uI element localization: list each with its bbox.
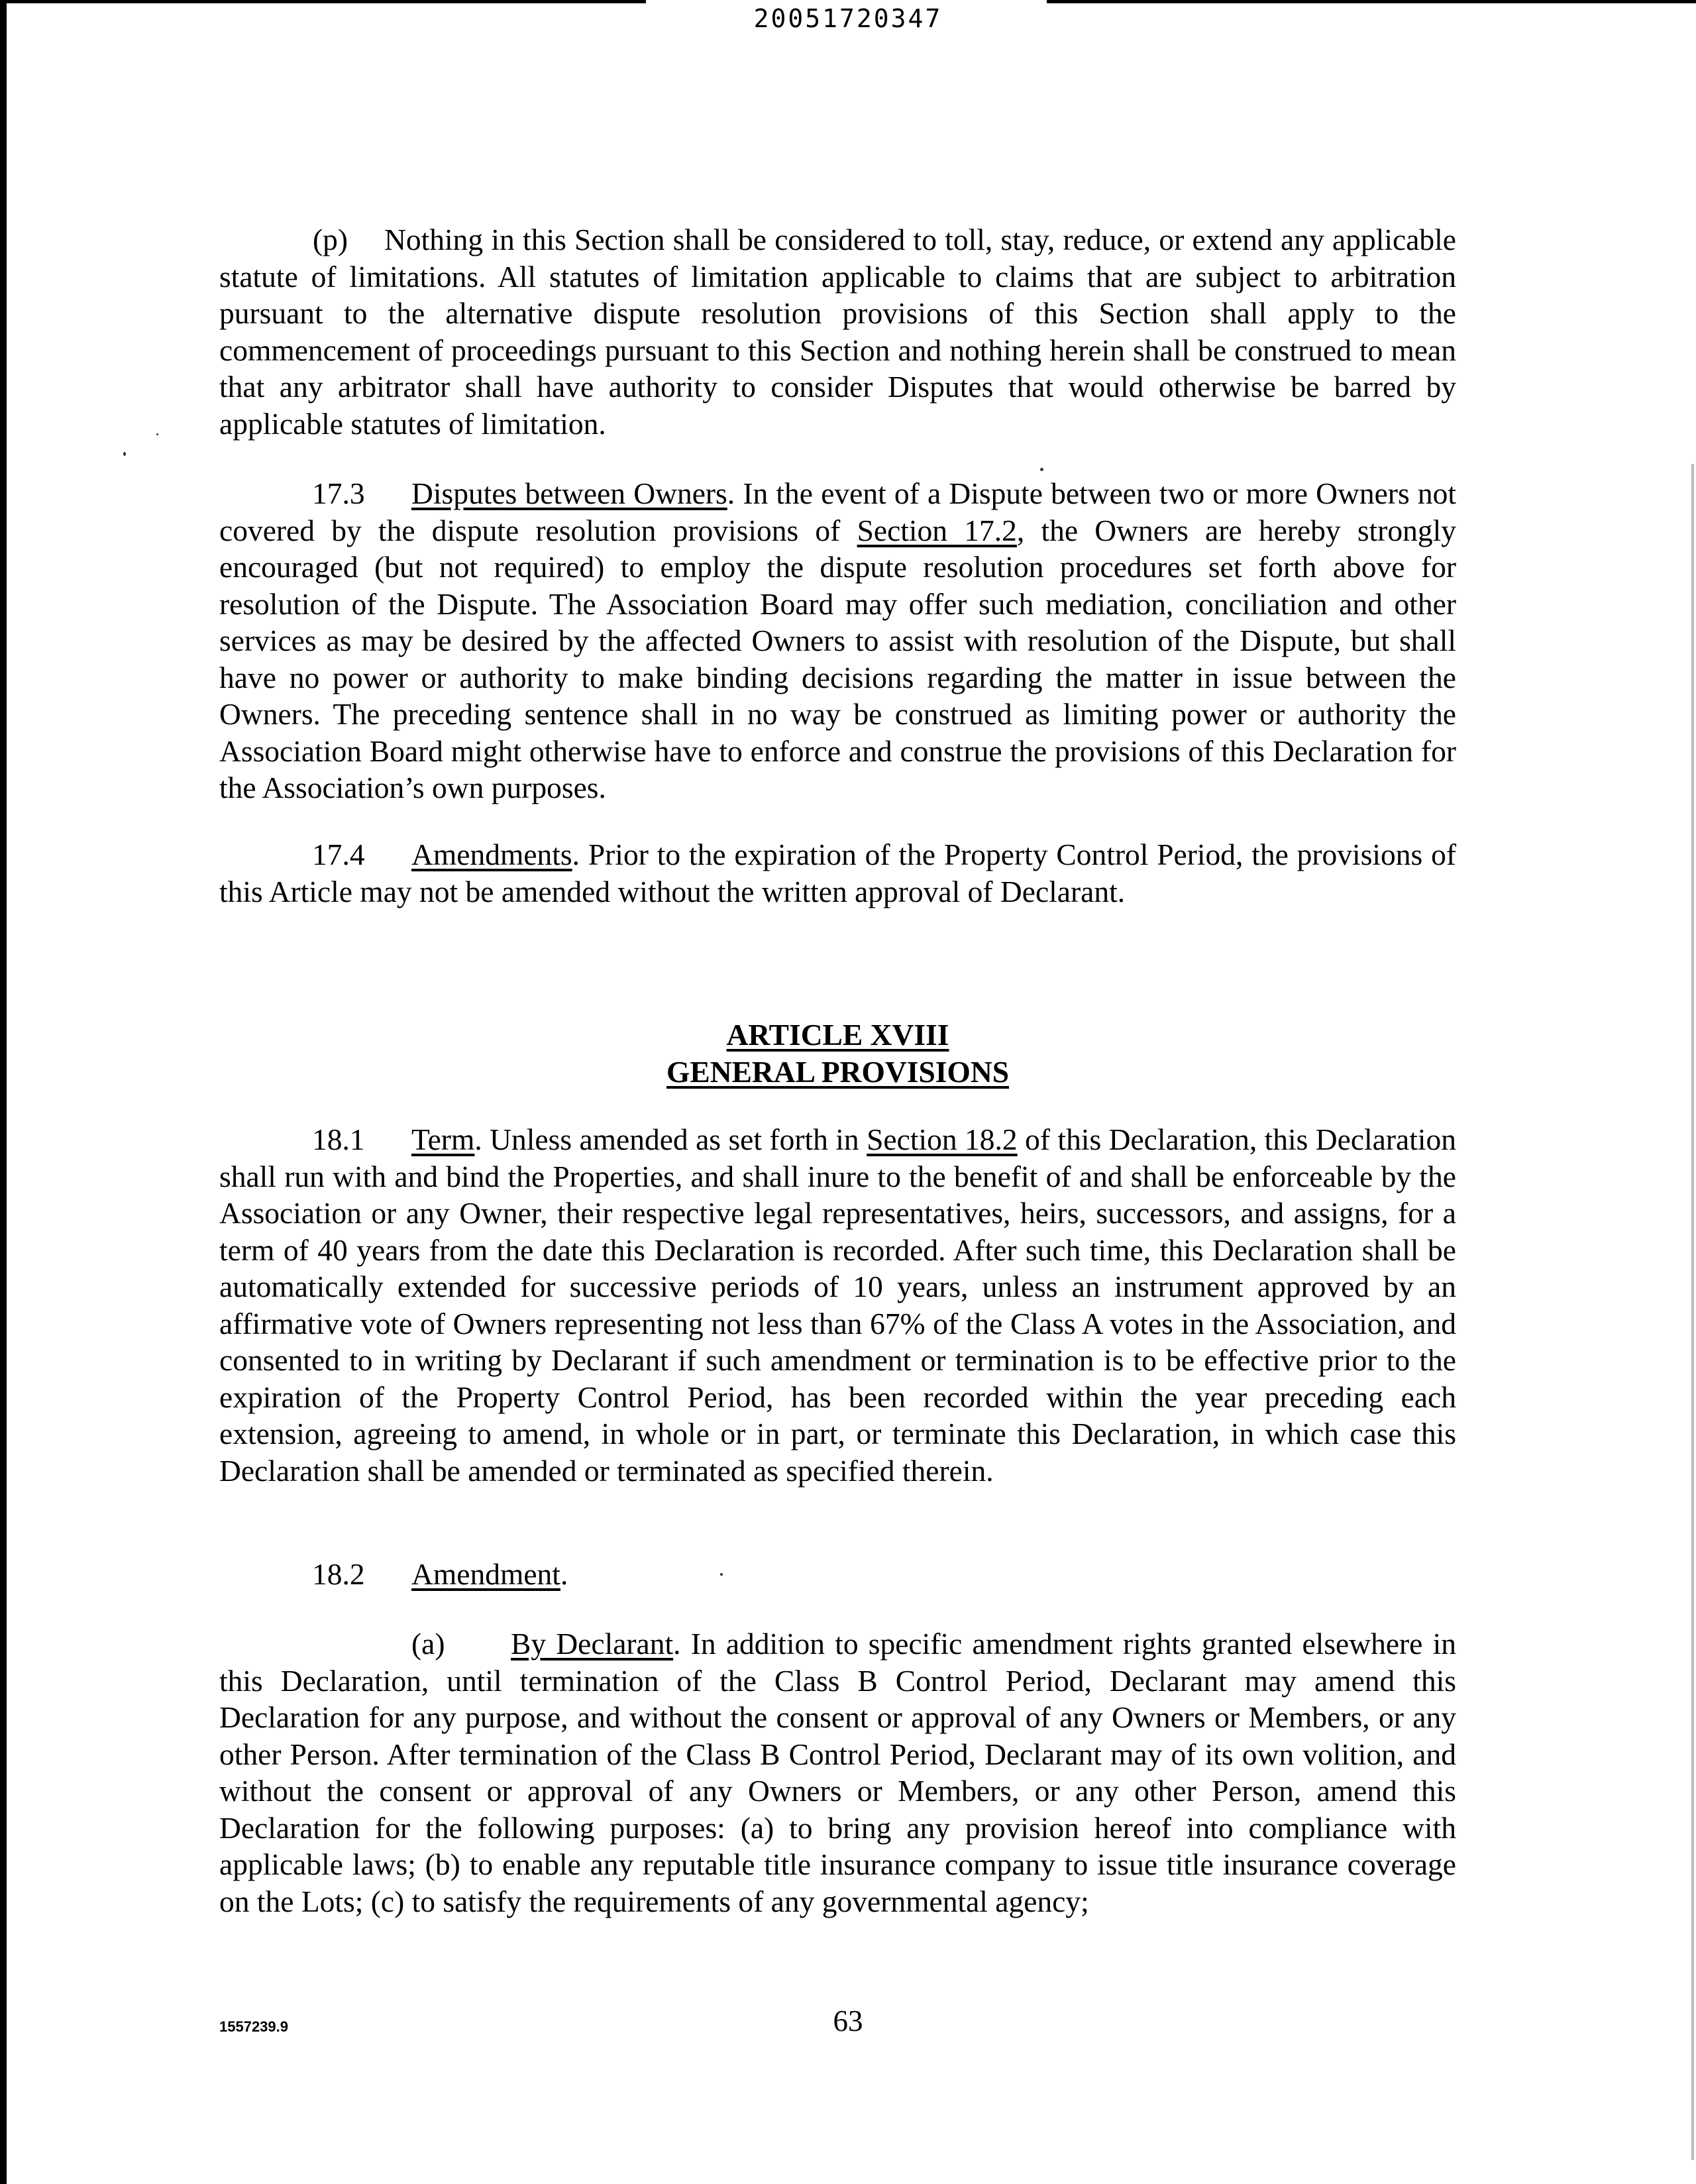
section-18-1-reference: Section 18.2	[867, 1122, 1018, 1156]
section-17-4-title: Amendments	[411, 838, 572, 871]
footer-page-number: 63	[833, 2004, 863, 2038]
section-18-1-title: Term	[411, 1122, 475, 1156]
section-18-1-text-a: Unless amended as set forth in	[482, 1122, 867, 1156]
article-subtitle: GENERAL PROVISIONS	[666, 1054, 1010, 1089]
section-18-2-a: (a) By Declarant. In addition to specific amendment rights granted elsewhere in this Declaration, until termination of the Class B Control Period, Declarant may amend this Declaration for any purpose, and without the consent or approval of any Owners or Members, or any other Person. After termination of the Class B Control Period, Declarant may of its own volition, and without the consent or approval of any Owners or Members, or any other Person, amend this Declaration for the following purposes: (a) to bring any provision hereof into compliance with applicable laws; (b) to enable any reputable title insurance company to issue title insurance coverage on the Lots; (c) to satisfy the requirements of any governmental agency;	[219, 1627, 1456, 1918]
section-17-4-text: Prior to the expiration of the Property Control Period, the provisions of this Article may not be amended without the written approval of Declarant.	[219, 838, 1456, 908]
section-18-1-text-b: of this Declaration, this Declaration shall run with and bind the Properties, and shall inure to the benefit of and shall be enforceable by the Association or any Owner, their respective legal representatives, heirs, successors, and assigns, for a term of 40 years from the date this Declaration is recorded. After such time, this Declaration shall be automatically extended for successive periods of 10 years, unless an instrument approved by an affirmative vote of Owners representing not less than 67% of the Class A votes in the Association, and consented to in writing by Declarant if such amendment or termination is to be effective prior to the expiration of the Property Control Period, has been recorded within the year preceding each extension, agreeing to amend, in whole or in part, or terminate this Declaration, in which case this Declaration shall be amended or terminated as specified therein.	[219, 1122, 1457, 1488]
section-18-2-a-text: In addition to specific amendment rights granted elsewhere in this Declaration, until termination of the Class B Control Period, Declarant may amend this Declaration for any purpose, and without the consent or approval of any Owners or Members, or any other Person. After termination of the Class B Control Period, Declarant may of its own volition, and without the consent or approval of any Owners or Members, or any other Person, amend this Declaration for the following purposes: (a) to bring any provision hereof into compliance with applicable laws; (b) to enable any reputable title insurance company to issue title insurance coverage on the Lots; (c) to satisfy the requirements of any governmental agency;	[219, 1627, 1456, 1918]
article-title: ARTICLE XVIII	[726, 1018, 949, 1052]
scan-speck	[123, 452, 126, 456]
section-17-3: 17.3 Disputes between Owners. In the event of a Dispute between two or more Owners not covered by the dispute resolution provisions of Section 17.2, the Owners are hereby strongly encouraged (but not required) to employ the dispute resolution procedures set forth above for resolution of the Dispute. The Association Board may offer such mediation, conciliation and other services as may be desired by the affected Owners to assist with resolution of the Dispute, but shall have no power or authority to make binding decisions regarding the matter in issue between the Owners. The preceding sentence shall in no way be construed as limiting power or authority the Association Board might otherwise have to enforce and construe the provisions of this Declaration for the Association’s own purposes.	[219, 476, 1456, 804]
document-stamp-number: 20051720347	[753, 4, 943, 33]
paragraph-p	[219, 221, 1456, 442]
section-18-1-number: 18.1	[312, 1122, 365, 1156]
paragraph-p-label: (p)	[313, 223, 348, 256]
scan-speck	[1040, 468, 1043, 471]
section-18-2-title: Amendment	[411, 1557, 560, 1591]
section-17-3-text-b: , the Owners are hereby strongly encouraged (but not required) to employ the dispute resolution procedures set forth above for resolution of the Dispute. The Association Board may offer such mediation, conciliation and other services as may be desired by the affected Owners to assist with resolution of the Dispute, but shall have no power or authority to make binding decisions regarding the matter in issue between the Owners. The preceding sentence shall in no way be construed as limiting power or authority the Association Board might otherwise have to enforce and construe the provisions of this Declaration for the Association’s own purposes.	[219, 513, 1456, 804]
section-18-2-number: 18.2	[312, 1557, 365, 1591]
section-17-3-reference: Section 17.2	[857, 513, 1017, 547]
footer-document-code: 1557239.9	[219, 2018, 288, 2035]
section-18-2-a-label: (a)	[411, 1627, 445, 1661]
paragraph-p-text: Nothing in this Section shall be considered to toll, stay, reduce, or extend any applicable statute of limitations. All statutes of limitation applicable to claims that are subject to arbitration pursuant to the alternative dispute resolution provisions of this Section shall apply to the commencement of proceedings pursuant to this Section and nothing herein shall be construed to mean that any arbitrator shall have authority to consider Disputes that would otherwise be barred by applicable statutes of limitation.	[219, 223, 1456, 441]
scan-speck	[156, 433, 158, 435]
section-17-3-text-a: In the event of a Dispute between two or more Owners not covered by the dispute resolution provisions of	[219, 476, 1456, 547]
section-18-1: 18.1 Term. Unless amended as set forth in Section 18.2 of this Declaration, this Declaration shall run with and bind the Properties, and shall inure to the benefit of and shall be enforceable by the Association or any Owner, their respective legal representatives, heirs, successors, and assigns, for a term of 40 years from the date this Declaration is recorded. After such time, this Declaration shall be automatically extended for successive periods of 10 years, unless an instrument approved by an affirmative vote of Owners representing not less than 67% of the Class A votes in the Association, and consented to in writing by Declarant if such amendment or termination is to be effective prior to the expiration of the Property Control Period, has been recorded within the year preceding each extension, agreeing to amend, in whole or in part, or terminate this Declaration, in which case this Declaration shall be amended or terminated as specified therein.	[219, 1122, 1457, 1488]
section-18-2: 18.2 Amendment.	[219, 1556, 1456, 1593]
section-17-4: 17.4 Amendments. Prior to the expiration of the Property Control Period, the provisions of this Article may not be amended without the written approval of Declarant.	[219, 838, 1456, 908]
article-heading	[219, 1016, 1456, 1090]
scan-edge-right	[1691, 464, 1694, 2160]
scan-edge-left	[0, 0, 7, 2184]
section-17-3-title: Disputes between Owners	[411, 476, 727, 510]
section-17-3-number: 17.3	[312, 476, 365, 510]
section-17-4-number: 17.4	[312, 838, 365, 871]
section-18-2-a-title: By Declarant	[511, 1627, 674, 1661]
scan-edge-top-right	[1047, 0, 1696, 3]
scan-edge-top-left	[0, 0, 646, 3]
